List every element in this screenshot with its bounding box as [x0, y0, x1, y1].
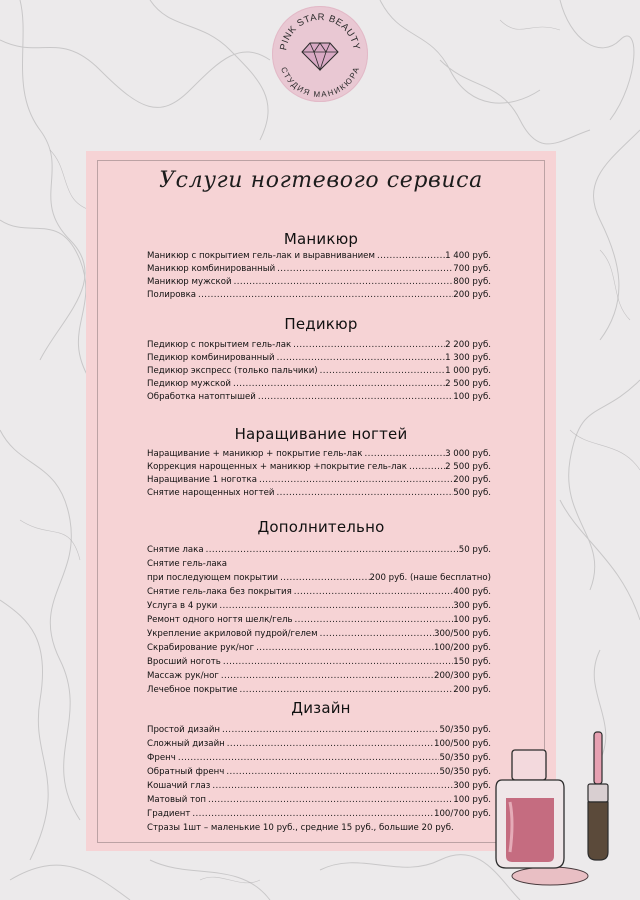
price-row: [147, 338, 491, 352]
service-name: Маникюр мужской: [147, 277, 232, 287]
price-row: [147, 807, 491, 821]
price-row: [147, 460, 491, 474]
price-row: [147, 557, 491, 571]
price-row: [147, 765, 491, 779]
service-name: Стразы 1шт – маленькие 10 руб., средние 15 руб., большие 20 руб.: [147, 823, 454, 833]
page-title: Услуги ногтевого сервиса: [159, 168, 483, 193]
price-row: [147, 249, 491, 263]
price-row: [147, 364, 491, 378]
studio-logo: [272, 6, 368, 102]
service-name: Педикюр мужской: [147, 379, 231, 389]
service-name: Обратный френч: [147, 767, 225, 777]
service-price: 100 руб.: [453, 392, 491, 402]
price-row: [147, 275, 491, 289]
service-name: Укрепление акриловой пудрой/гелем: [147, 629, 318, 639]
service-price: 50/350 руб.: [439, 767, 491, 777]
price-row: [147, 669, 491, 683]
service-price: 50 руб.: [458, 545, 491, 555]
service-price: 50/350 руб.: [439, 725, 491, 735]
price-row: [147, 723, 491, 737]
price-row: [147, 262, 491, 276]
price-row: [147, 613, 491, 627]
service-name: Педикюр с покрытием гель-лак: [147, 340, 292, 350]
service-name: Снятие лака: [147, 545, 204, 555]
service-name: Снятие гель-лака: [147, 559, 228, 569]
polish-brush-icon: [588, 732, 608, 860]
service-price: 100 руб.: [453, 615, 491, 625]
service-price: 200/300 руб.: [433, 671, 491, 681]
diamond-icon: [302, 43, 338, 70]
price-row: [147, 641, 491, 655]
service-price: 2 200 руб.: [445, 340, 491, 350]
service-name: Сложный дизайн: [147, 739, 225, 749]
service-name: Снятие гель-лака без покрытия: [147, 587, 292, 597]
service-name: Френч: [147, 753, 176, 763]
section-title-additional: Дополнительно: [257, 518, 385, 536]
service-name: Градиент: [147, 809, 191, 819]
service-price: 300/500 руб.: [433, 629, 491, 639]
service-name: Обработка натоптышей: [147, 392, 256, 402]
price-row: [147, 351, 491, 365]
service-price: 1 000 руб.: [445, 366, 491, 376]
service-name: Вросший ноготь: [147, 657, 221, 667]
price-row: [147, 821, 497, 835]
service-price: 200 руб.: [453, 290, 491, 300]
service-price: 300 руб.: [453, 781, 491, 791]
service-name: Коррекция нарощенных + маникюр +покрытие гель-лак: [147, 462, 407, 472]
service-name: Лечебное покрытие: [147, 685, 238, 695]
logo-top-text: PINK STAR BEAUTY: [278, 11, 362, 52]
service-price: 2 500 руб.: [445, 462, 491, 472]
price-row: [147, 737, 491, 751]
service-name: при последующем покрытии: [147, 573, 279, 583]
service-price: 1 300 руб.: [445, 353, 491, 363]
service-name: Наращивание 1 ноготка: [147, 475, 257, 485]
service-price: 100 руб.: [453, 795, 491, 805]
service-price: 800 руб.: [453, 277, 491, 287]
service-name: Ремонт одного ногтя шелк/гель: [147, 615, 293, 625]
nail-polish-illustration: [490, 728, 630, 898]
price-row: [147, 486, 491, 500]
service-name: Простой дизайн: [147, 725, 221, 735]
price-row: [147, 390, 491, 404]
price-row: [147, 655, 491, 669]
service-price: 3 000 руб.: [445, 449, 491, 459]
service-price: 200 руб.: [453, 685, 491, 695]
service-name: Скрабирование рук/ног: [147, 643, 255, 653]
service-price: 100/700 руб.: [433, 809, 491, 819]
service-price: 500 руб.: [453, 488, 491, 498]
price-row: [147, 585, 491, 599]
service-price: 300 руб.: [453, 601, 491, 611]
service-price: 400 руб.: [453, 587, 491, 597]
service-name: Полировка: [147, 290, 197, 300]
price-row: [147, 627, 491, 641]
service-name: Снятие нарощенных ногтей: [147, 488, 275, 498]
service-name: Маникюр комбинированный: [147, 264, 276, 274]
price-row: [147, 473, 491, 487]
polish-bottle-icon: [496, 750, 564, 868]
service-price: 50/350 руб.: [439, 753, 491, 763]
service-price: 100/500 руб.: [433, 739, 491, 749]
section-title-design: Дизайн: [291, 699, 351, 717]
service-name: Массаж рук/ног: [147, 671, 219, 681]
polish-spill: [512, 867, 588, 885]
service-price: 150 руб.: [453, 657, 491, 667]
price-row: [147, 447, 491, 461]
service-price: 200 руб. (наше бесплатно): [369, 573, 491, 583]
price-row: [147, 288, 491, 302]
service-price: 200 руб.: [453, 475, 491, 485]
price-row: [147, 571, 491, 585]
price-row: [147, 683, 491, 697]
price-row: [147, 793, 491, 807]
service-price: 2 500 руб.: [445, 379, 491, 389]
service-name: Педикюр комбинированный: [147, 353, 275, 363]
price-row: [147, 751, 491, 765]
section-title-extension: Наращивание ногтей: [234, 425, 408, 443]
service-price: 1 400 руб.: [445, 251, 491, 261]
logo-bottom-text: СТУДИЯ МАНИКЮРА: [278, 65, 362, 100]
service-name: Маникюр с покрытием гель-лак и выравниванием: [147, 251, 375, 261]
service-name: Кошачий глаз: [147, 781, 211, 791]
section-title-manicure: Маникюр: [283, 230, 359, 248]
service-price: 700 руб.: [453, 264, 491, 274]
service-name: Услуга в 4 руки: [147, 601, 218, 611]
price-row: [147, 599, 491, 613]
service-name: Матовый топ: [147, 795, 206, 805]
section-title-pedicure: Педикюр: [284, 315, 358, 333]
service-name: Педикюр экспресс (только пальчики): [147, 366, 318, 376]
price-row: [147, 779, 491, 793]
service-name: Наращивание + маникюр + покрытие гель-лак: [147, 449, 363, 459]
price-row: [147, 377, 491, 391]
service-price: 100/200 руб.: [433, 643, 491, 653]
price-row: [147, 543, 491, 557]
